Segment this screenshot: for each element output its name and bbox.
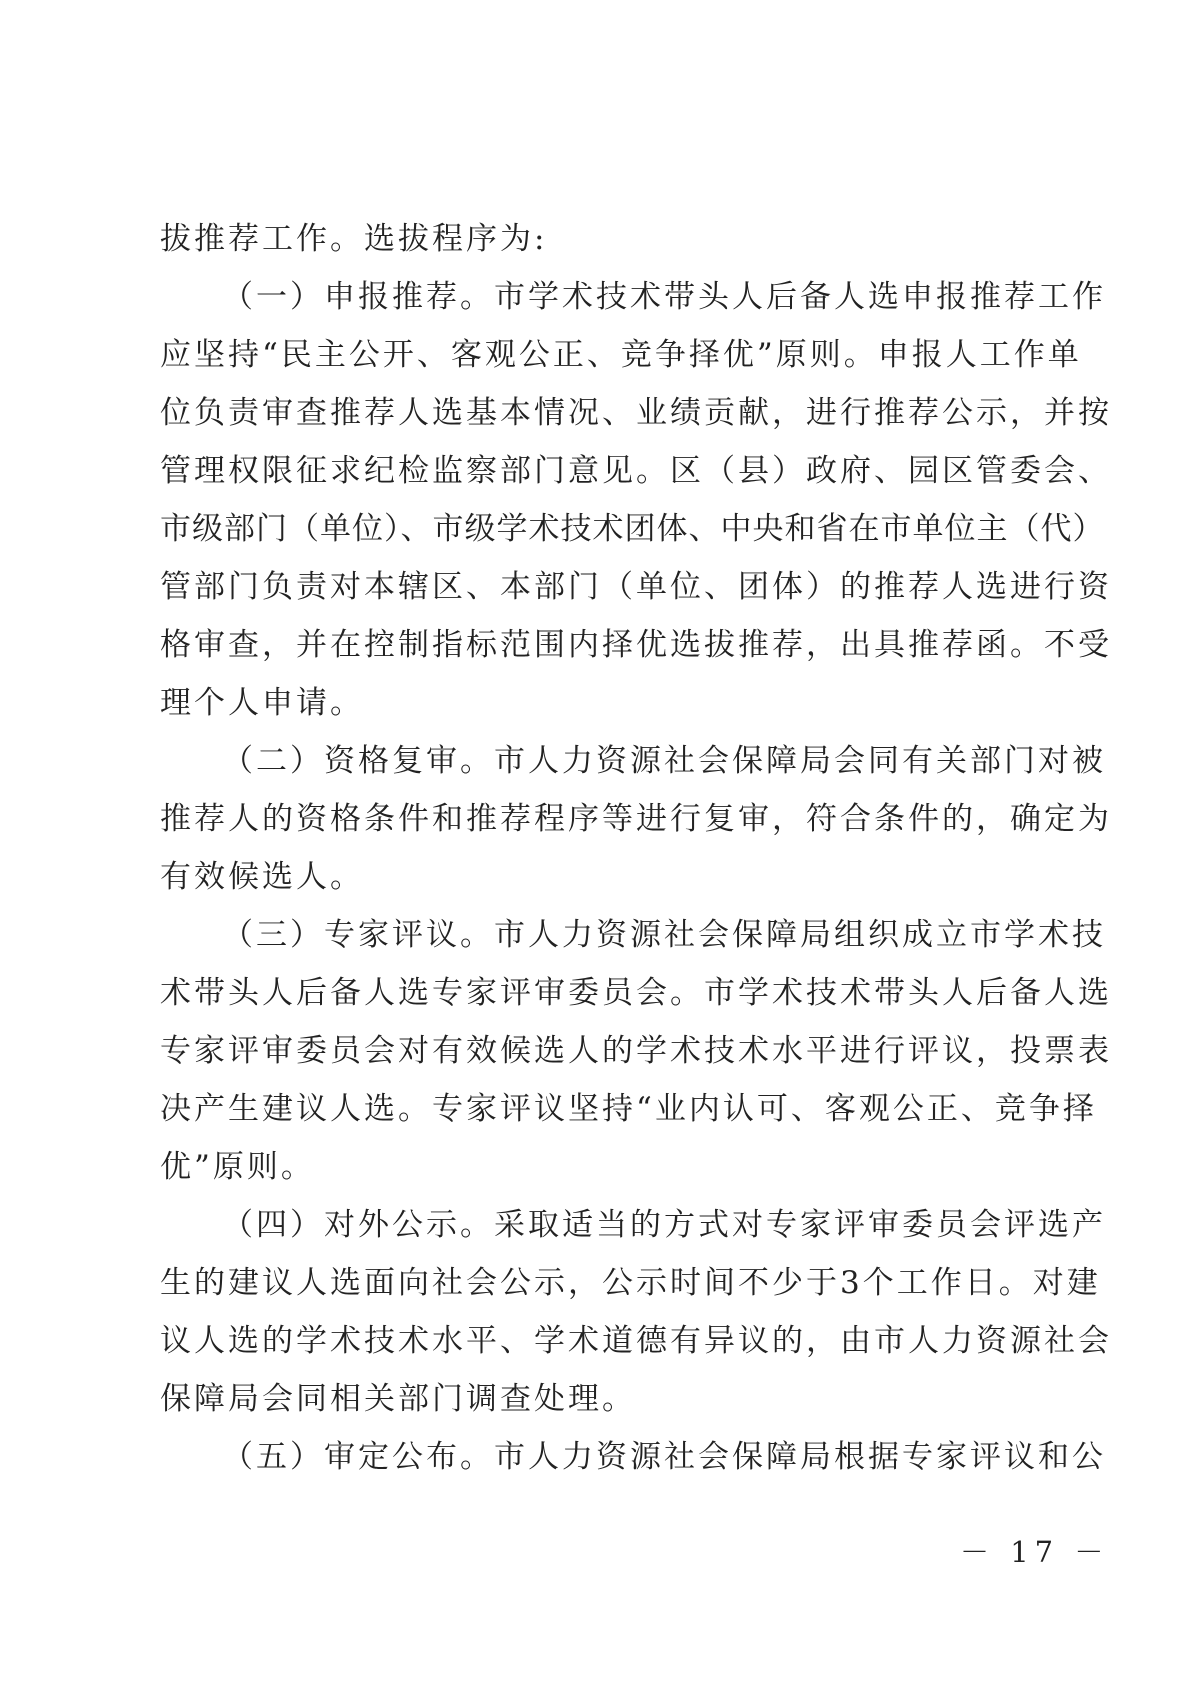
- text-line: 术带头人后备人选专家评审委员会。市学术技术带头人后备人选: [160, 975, 1112, 1011]
- text-line: 生的建议人选面向社会公示，公示时间不少于3个工作日。对建: [160, 1265, 1101, 1301]
- text-line: （五）审定公布。市人力资源社会保障局根据专家评议和公: [222, 1439, 1106, 1475]
- text-line: 专家评审委员会对有效候选人的学术技术水平进行评议，投票表: [160, 1033, 1112, 1069]
- text-line: （一）申报推荐。市学术技术带头人后备人选申报推荐工作: [222, 279, 1106, 315]
- text-line: 保障局会同相关部门调查处理。: [160, 1381, 636, 1417]
- text-line: 理个人申请。: [160, 685, 364, 721]
- text-line: 决产生建议人选。专家评议坚持“业内认可、客观公正、竞争择: [160, 1091, 1097, 1127]
- page-number: － 17 －: [960, 1535, 1110, 1569]
- text-line: 格审查，并在控制指标范围内择优选拔推荐，出具推荐函。不受: [160, 627, 1112, 663]
- text-line: （三）专家评议。市人力资源社会保障局组织成立市学术技: [222, 917, 1106, 953]
- text-line: （四）对外公示。采取适当的方式对专家评审委员会评选产: [222, 1207, 1106, 1243]
- text-line: 优”原则。: [160, 1149, 315, 1185]
- text-line: 有效候选人。: [160, 859, 364, 895]
- document-body: [160, 210, 1112, 1486]
- text-line: 推荐人的资格条件和推荐程序等进行复审，符合条件的，确定为: [160, 801, 1112, 837]
- text-line: 市级部门（单位）、市级学术技术团体、中央和省在市单位主（代）: [160, 511, 1105, 547]
- text-line: 应坚持“民主公开、客观公正、竞争择优”原则。申报人工作单: [160, 337, 1082, 373]
- text-line: 议人选的学术技术水平、学术道德有异议的，由市人力资源社会: [160, 1323, 1112, 1359]
- text-line: 位负责审查推荐人选基本情况、业绩贡献，进行推荐公示，并按: [160, 395, 1112, 431]
- text-line: 管部门负责对本辖区、本部门（单位、团体）的推荐人选进行资: [160, 569, 1112, 605]
- text-line: 拔推荐工作。选拔程序为:: [160, 221, 548, 257]
- text-line: 管理权限征求纪检监察部门意见。区（县）政府、园区管委会、: [160, 453, 1112, 489]
- text-line: （二）资格复审。市人力资源社会保障局会同有关部门对被: [222, 743, 1106, 779]
